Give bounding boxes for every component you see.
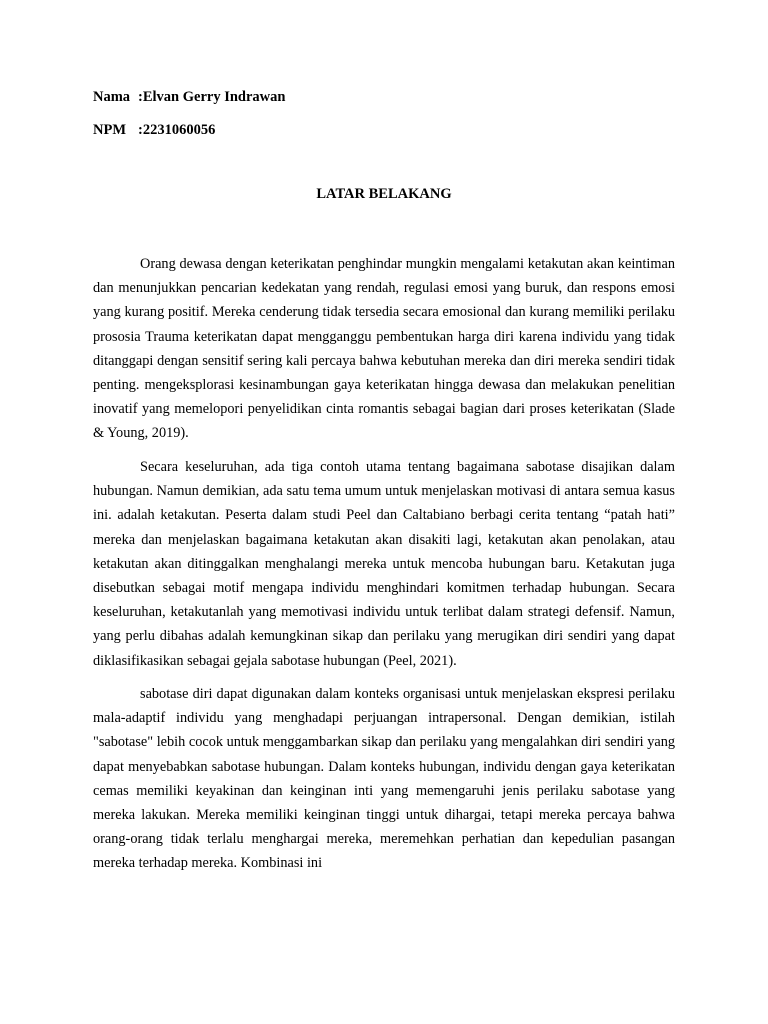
name-value: Elvan Gerry Indrawan bbox=[142, 89, 286, 105]
paragraph-3: sabotase diri dapat digunakan dalam konteks organisasi untuk menjelaskan ekspresi perilaku mala-adaptif individu yang menghadapi perjuangan intrapersonal. Dengan demikian, istilah "sabotase" lebih cocok untuk menggambarkan sikap dan perilaku yang mengalahkan diri sendiri yang dapat menyebabkan sabotase hubungan. Dalam konteks hubungan, individu dengan gaya keterikatan cemas memiliki keyakinan dan keinginan inti yang memengaruhi jenis perilaku sabotase yang mereka lakukan. Mereka memiliki keinginan tinggi untuk dihargai, tetapi mereka percaya bahwa orang-orang tidak terlalu menghargai mereka, meremehkan perhatian dan kepedulian pasangan mereka terhadap mereka. Kombinasi ini bbox=[93, 686, 675, 872]
name-separator: : bbox=[138, 89, 143, 105]
document-body bbox=[93, 252, 675, 885]
section-title: LATAR BELAKANG bbox=[316, 186, 452, 202]
npm-label: NPM bbox=[93, 122, 127, 138]
name-label: Nama bbox=[93, 89, 131, 105]
paragraph-1: Orang dewasa dengan keterikatan penghindar mungkin mengalami ketakutan akan keintiman dan menunjukkan pencarian kedekatan yang rendah, regulasi emosi yang buruk, dan respons emosi yang kurang positif. Mereka cenderung tidak tersedia secara emosional dan kurang memiliki perilaku prososia Trauma keterikatan dapat mengganggu pembentukan harga diri karena individu yang tidak ditanggapi dengan sensitif sering kali percaya bahwa kebutuhan mereka dan diri mereka sendiri tidak penting. mengeksplorasi kesinambungan gaya keterikatan hingga dewasa dan melakukan penelitian inovatif yang memelopori penyelidikan cinta romantis sebagai bagian dari proses keterikatan (Slade & Young, 2019). bbox=[93, 256, 675, 442]
npm-value: 2231060056 bbox=[142, 122, 216, 138]
student-id-row bbox=[93, 121, 215, 139]
student-name-row bbox=[93, 88, 285, 106]
paragraph-2: Secara keseluruhan, ada tiga contoh utama tentang bagaimana sabotase disajikan dalam hubungan. Namun demikian, ada satu tema umum untuk menjelaskan motivasi di antara semua kasus ini. adalah ketakutan. Peserta dalam studi Peel dan Caltabiano berbagi cerita tentang “patah hati” mereka dan menjelaskan bagaimana ketakutan akan disakiti lagi, ketakutan akan penolakan, atau ketakutan akan ditinggalkan menghalangi mereka untuk mencoba hubungan baru. Ketakutan juga disebutkan sebagai motif mengapa individu menghindari komitmen terhadap hubungan. Secara keseluruhan, ketakutanlah yang memotivasi individu untuk terlibat dalam strategi defensif. Namun, yang perlu dibahas adalah kemungkinan sikap dan perilaku yang merugikan diri sendiri yang dapat diklasifikasikan sebagai gejala sabotase hubungan (Peel, 2021). bbox=[93, 458, 675, 669]
npm-separator: : bbox=[138, 122, 143, 138]
